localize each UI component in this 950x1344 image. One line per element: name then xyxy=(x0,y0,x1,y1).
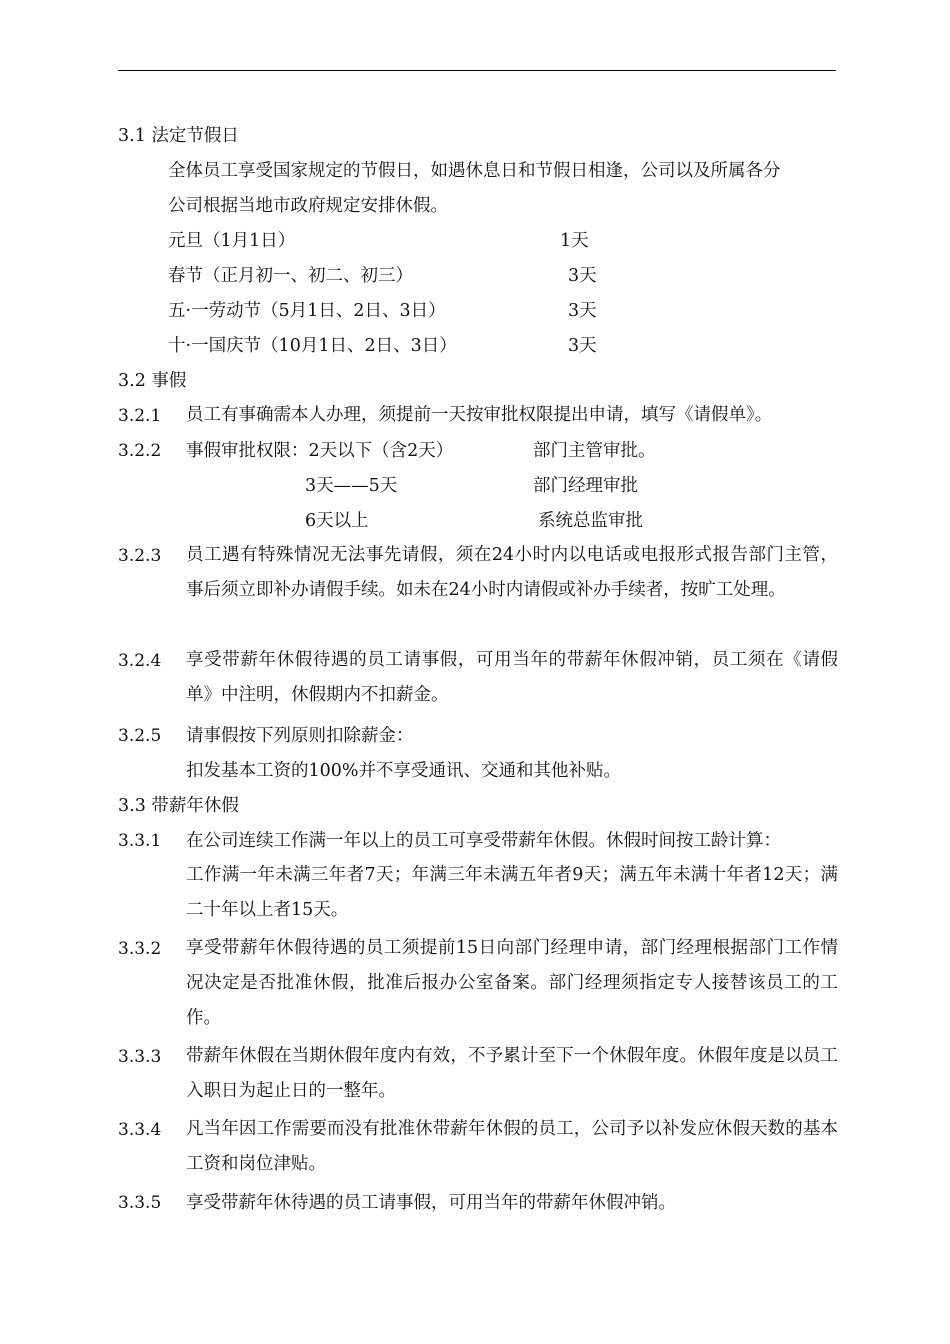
clause-number: 3.2.4 xyxy=(118,651,162,671)
clause-text: 员工遇有特殊情况无法事先请假，须在24小时内以电话或电报形式报告部门主管，事后须立即补办请假手续。如未在24小时内请假或补办手续者，按旷工处理。 xyxy=(186,545,838,600)
section-heading-3-2: 3.2 事假 xyxy=(118,371,187,391)
approval-range: 6天以上 xyxy=(305,511,369,531)
holiday-intro-line-2: 公司根据当地市政府规定安排休假。 xyxy=(168,196,448,216)
holiday-intro-line-1: 全体员工享受国家规定的节假日，如遇休息日和节假日相逢，公司以及所属各分 xyxy=(168,161,781,181)
section-heading-3-3: 3.3 带薪年休假 xyxy=(118,796,239,816)
holiday-days: 3天 xyxy=(568,336,597,356)
clause-number: 3.2.3 xyxy=(118,546,162,566)
holiday-days: 3天 xyxy=(568,301,597,321)
clause-text: 在公司连续工作满一年以上的员工可享受带薪年休假。休假时间按工龄计算： xyxy=(186,831,781,851)
clause-text: 享受带薪年休假待遇的员工请事假，可用当年的带薪年休假冲销，员工须在《请假单》中注明，休假期内不扣薪金。 xyxy=(186,650,838,705)
clause-number: 3.3.4 xyxy=(118,1120,162,1140)
clause-text: 事假审批权限：2天以下（含2天） xyxy=(186,441,454,461)
approval-level: 系统总监审批 xyxy=(538,511,643,531)
clause-text: 员工有事确需本人办理，须提前一天按审批权限提出申请，填写《请假单》。 xyxy=(186,405,773,425)
clause-text: 凡当年因工作需要而没有批准休带薪年休假的员工，公司予以补发应休假天数的基本工资和岗位津贴。 xyxy=(186,1119,838,1174)
clause-number: 3.3.5 xyxy=(118,1193,162,1213)
header-rule xyxy=(118,70,836,71)
holiday-name: 春节（正月初一、初二、初三） xyxy=(168,266,413,286)
holiday-days: 3天 xyxy=(568,266,597,286)
clause-number: 3.2.2 xyxy=(118,441,162,461)
clause-text-continued: 工作满一年未满三年者7天；年满三年未满五年者9天；满五年未满十年者12天；满二十年以上者15天。 xyxy=(186,865,838,920)
clause-number: 3.3.2 xyxy=(118,939,162,959)
clause-number: 3.3.1 xyxy=(118,831,162,851)
approval-level: 部门主管审批。 xyxy=(533,441,656,461)
holiday-name: 五·一劳动节（5月1日、2日、3日） xyxy=(168,301,446,321)
clause-text: 请事假按下列原则扣除薪金： xyxy=(186,726,414,746)
clause-text: 享受带薪年休假待遇的员工须提前15日向部门经理申请，部门经理根据部门工作情况决定是否批准休假，批准后报办公室备案。部门经理须指定专人接替该员工的工作。 xyxy=(186,938,838,1028)
approval-range: 3天——5天 xyxy=(305,476,398,496)
section-heading-3-1: 3.1 法定节假日 xyxy=(118,126,239,146)
clause-number: 3.2.1 xyxy=(118,406,162,426)
clause-text: 带薪年休假在当期休假年度内有效，不予累计至下一个休假年度。休假年度是以员工入职日为起止日的一整年。 xyxy=(186,1046,838,1101)
deduction-rule: 扣发基本工资的100%并不享受通讯、交通和其他补贴。 xyxy=(186,761,622,781)
clause-number: 3.2.5 xyxy=(118,726,162,746)
approval-level: 部门经理审批 xyxy=(533,476,638,496)
holiday-name: 十·一国庆节（10月1日、2日、3日） xyxy=(168,336,457,356)
clause-number: 3.3.3 xyxy=(118,1047,162,1067)
holiday-days: 1天 xyxy=(560,231,589,251)
holiday-name: 元旦（1月1日） xyxy=(168,231,296,251)
clause-text: 享受带薪年休待遇的员工请事假，可用当年的带薪年休假冲销。 xyxy=(186,1193,676,1213)
